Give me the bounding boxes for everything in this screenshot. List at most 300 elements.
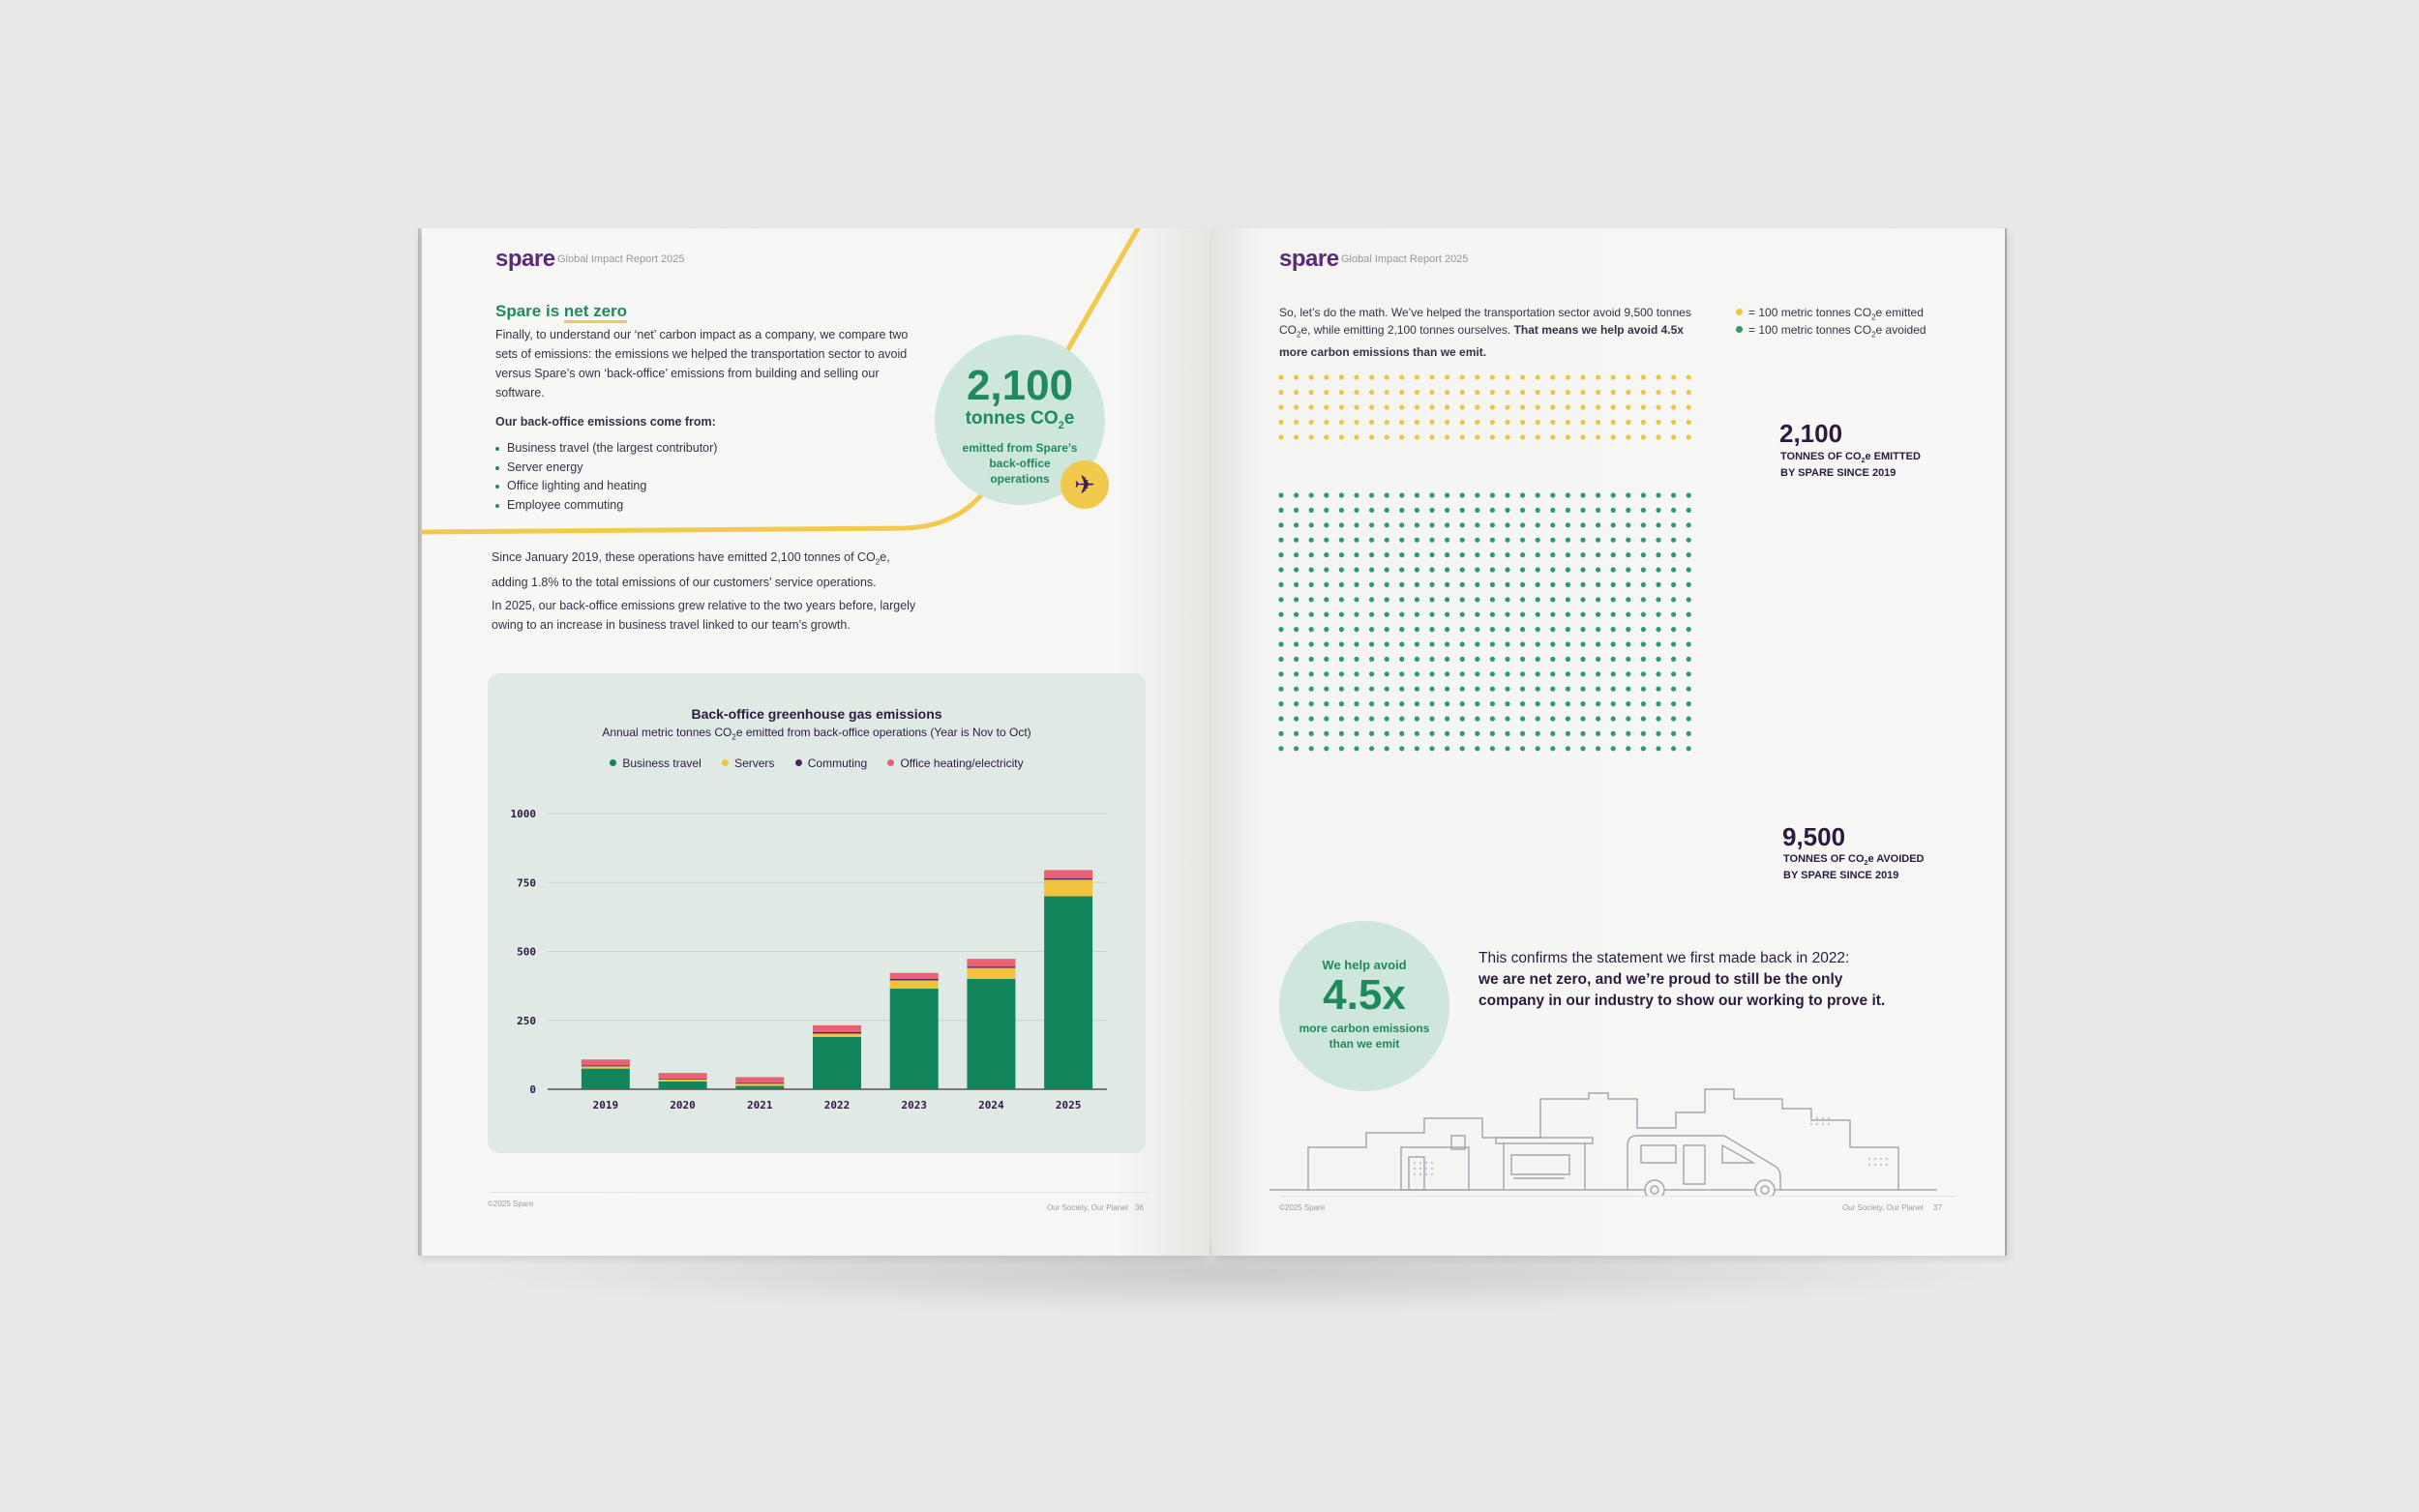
avoided-dot [1429, 552, 1434, 557]
avoided-total: 9,500 [1782, 822, 1846, 851]
avoided-dot [1278, 627, 1283, 632]
avoided-dot [1339, 522, 1344, 527]
avoided-dot [1550, 657, 1555, 662]
avoided-dot [1580, 552, 1585, 557]
emitted-dot [1385, 390, 1389, 395]
avoided-dot [1611, 492, 1616, 497]
avoided-dot [1385, 687, 1389, 692]
brand-logo: spare [495, 246, 555, 272]
avoided-dot [1399, 716, 1404, 721]
bar-segment [1044, 870, 1092, 878]
avoided-dot [1626, 492, 1630, 497]
avoided-dot [1550, 731, 1555, 736]
bar-segment [1044, 878, 1092, 879]
avoided-dot [1460, 746, 1465, 751]
avoided-dot [1445, 627, 1449, 632]
avoided-dot [1339, 582, 1344, 587]
avoided-dot [1626, 552, 1630, 557]
avoided-dot [1324, 597, 1329, 602]
avoided-dot [1596, 492, 1600, 497]
avoided-dot [1611, 552, 1616, 557]
bar-segment [890, 973, 939, 979]
avoided-dot [1399, 522, 1404, 527]
emitted-dot [1596, 390, 1600, 395]
avoided-dot [1429, 716, 1434, 721]
avoided-dot [1309, 508, 1314, 513]
avoided-dot [1309, 567, 1314, 572]
avoided-dot [1671, 522, 1676, 527]
emitted-dot [1339, 434, 1344, 439]
avoided-dot [1460, 538, 1465, 543]
avoided-dot [1294, 508, 1299, 513]
avoided-dot [1309, 612, 1314, 617]
avoided-dot [1687, 508, 1691, 513]
avoided-dot [1580, 657, 1585, 662]
avoided-dot [1475, 687, 1479, 692]
x-tick-label: 2024 [978, 1099, 1004, 1112]
footer-copyright: ©2025 Spare [1279, 1203, 1326, 1212]
avoided-dot [1596, 701, 1600, 706]
avoided-dot [1671, 731, 1676, 736]
avoided-dot [1460, 582, 1465, 587]
emitted-dot [1475, 420, 1479, 425]
avoided-dot [1641, 687, 1646, 692]
emitted-dot [1580, 374, 1585, 379]
avoided-dot [1580, 641, 1585, 646]
avoided-dot [1566, 538, 1570, 543]
avoided-dot [1656, 671, 1660, 676]
avoided-dot [1309, 492, 1314, 497]
avoided-dot [1385, 492, 1389, 497]
avoided-dot [1611, 731, 1616, 736]
emitted-dot [1505, 434, 1509, 439]
avoided-dot [1490, 641, 1495, 646]
avoided-dot [1656, 582, 1660, 587]
emitted-dot [1309, 434, 1314, 439]
avoided-dot [1596, 597, 1600, 602]
avoided-dot [1520, 492, 1525, 497]
avoided-dot [1580, 627, 1585, 632]
avoided-dot [1415, 657, 1419, 662]
avoided-dot [1429, 538, 1434, 543]
avoided-dot [1354, 522, 1359, 527]
avoided-dot [1550, 522, 1555, 527]
avoided-dot [1550, 612, 1555, 617]
avoided-dot [1354, 731, 1359, 736]
emitted-dot [1580, 434, 1585, 439]
emitted-dot [1490, 434, 1495, 439]
emitted-dot [1475, 404, 1479, 409]
avoided-dot [1490, 701, 1495, 706]
avoided-dot [1369, 508, 1374, 513]
avoided-dot [1475, 671, 1479, 676]
avoided-dot [1339, 641, 1344, 646]
avoided-dot [1505, 716, 1509, 721]
list-item: Employee commuting [495, 496, 717, 516]
avoided-dot [1385, 508, 1389, 513]
avoided-dot [1369, 552, 1374, 557]
avoided-dot [1309, 597, 1314, 602]
emitted-dot [1566, 434, 1570, 439]
avoided-dot [1490, 687, 1495, 692]
avoided-dot [1429, 701, 1434, 706]
avoided-dot [1566, 657, 1570, 662]
emitted-dot [1550, 420, 1555, 425]
avoided-dot [1445, 552, 1449, 557]
avoided-dot [1490, 522, 1495, 527]
avoided-dot [1354, 627, 1359, 632]
emitted-dot [1566, 374, 1570, 379]
section-heading [495, 302, 627, 321]
avoided-dot [1490, 552, 1495, 557]
avoided-dot [1671, 641, 1676, 646]
report-title: Global Impact Report 2025 [557, 253, 685, 265]
x-tick-label: 2019 [592, 1099, 619, 1112]
bar-segment [659, 1080, 707, 1082]
emitted-dot [1354, 374, 1359, 379]
avoided-dot [1580, 746, 1585, 751]
avoided-dot [1354, 701, 1359, 706]
emitted-dot [1490, 420, 1495, 425]
avoided-dot [1520, 508, 1525, 513]
avoided-dot [1687, 582, 1691, 587]
emitted-dot [1429, 404, 1434, 409]
emitted-dot [1520, 404, 1525, 409]
avoided-dot [1415, 552, 1419, 557]
chart-subtitle: Annual metric tonnes $CO_2e$ emitted from back-office operations (Year is Nov to Oct) [602, 726, 1031, 742]
bar-segment [1044, 897, 1092, 1090]
avoided-dot [1641, 716, 1646, 721]
emitted-dot [1671, 390, 1676, 395]
avoided-dot [1399, 508, 1404, 513]
avoided-dot [1671, 492, 1676, 497]
emitted-dot [1294, 434, 1299, 439]
avoided-dot [1309, 746, 1314, 751]
avoided-dot [1505, 582, 1509, 587]
avoided-dot [1399, 657, 1404, 662]
bar-segment [659, 1073, 707, 1079]
avoided-dot [1429, 582, 1434, 587]
avoided-dot [1278, 552, 1283, 557]
avoided-dot [1399, 492, 1404, 497]
avoided-dot [1671, 746, 1676, 751]
emitted-total: 2,100 [1779, 419, 1843, 448]
avoided-dot [1656, 538, 1660, 543]
avoided-dot [1536, 597, 1540, 602]
avoided-dot [1445, 731, 1449, 736]
avoided-dot [1611, 716, 1616, 721]
emitted-dot [1429, 420, 1434, 425]
avoided-dot [1536, 567, 1540, 572]
avoided-dot [1550, 597, 1555, 602]
avoided-dot [1354, 508, 1359, 513]
bubble-caption: emitted from Spare’s back-office operations [962, 440, 1078, 486]
avoided-dot [1550, 538, 1555, 543]
avoided-dot [1429, 627, 1434, 632]
avoided-dot [1490, 597, 1495, 602]
avoided-dot [1399, 731, 1404, 736]
avoided-dot [1294, 716, 1299, 721]
avoided-dot [1641, 567, 1646, 572]
avoided-dot [1520, 627, 1525, 632]
avoided-dot [1324, 582, 1329, 587]
emitted-dot [1278, 390, 1283, 395]
avoided-dot [1656, 627, 1660, 632]
avoided-dot [1339, 597, 1344, 602]
avoided-dot [1278, 522, 1283, 527]
emitted-dot [1626, 404, 1630, 409]
bar-segment [582, 1069, 630, 1089]
avoided-dot [1339, 627, 1344, 632]
avoided-dot [1445, 687, 1449, 692]
avoided-dot [1656, 597, 1660, 602]
avoided-dot [1324, 612, 1329, 617]
avoided-dot [1490, 731, 1495, 736]
avoided-dot [1309, 701, 1314, 706]
avoided-dot [1671, 538, 1676, 543]
avoided-dot [1354, 687, 1359, 692]
avoided-dot [1399, 641, 1404, 646]
emitted-dot [1460, 434, 1465, 439]
avoided-dot [1339, 671, 1344, 676]
heading-highlight: net zero [564, 302, 627, 323]
avoided-dot [1550, 746, 1555, 751]
avoided-dot [1278, 701, 1283, 706]
avoided-dot [1566, 567, 1570, 572]
avoided-dot [1415, 538, 1419, 543]
avoided-dot [1294, 522, 1299, 527]
avoided-dot [1429, 522, 1434, 527]
avoided-dot [1520, 597, 1525, 602]
emitted-dot [1445, 390, 1449, 395]
avoided-dot [1596, 508, 1600, 513]
avoided-dot [1294, 731, 1299, 736]
avoided-dot [1278, 597, 1283, 602]
avoided-dot [1278, 641, 1283, 646]
legend-item: Commuting [795, 756, 867, 770]
emitted-dot [1369, 420, 1374, 425]
avoided-dot [1369, 671, 1374, 676]
avoided-dot [1580, 671, 1585, 676]
avoided-dot [1324, 671, 1329, 676]
avoided-dot [1278, 731, 1283, 736]
avoided-dot [1385, 671, 1389, 676]
footer-divider [490, 1192, 1148, 1193]
x-tick-label: 2022 [823, 1099, 851, 1112]
avoided-dot [1278, 612, 1283, 617]
avoided-dot [1611, 597, 1616, 602]
avoided-dot [1324, 716, 1329, 721]
avoided-dot [1505, 508, 1509, 513]
avoided-dot [1596, 567, 1600, 572]
avoided-dot [1415, 746, 1419, 751]
avoided-dot [1278, 746, 1283, 751]
avoided-dot [1415, 492, 1419, 497]
avoided-dot [1490, 492, 1495, 497]
avoided-dot [1385, 538, 1389, 543]
avoided-dot [1475, 508, 1479, 513]
page-number: 36 [1135, 1203, 1144, 1212]
avoided-dot [1324, 731, 1329, 736]
avoided-dot [1278, 671, 1283, 676]
x-tick-label: 2025 [1055, 1099, 1082, 1112]
avoided-dot [1415, 687, 1419, 692]
emitted-dot [1475, 374, 1479, 379]
emitted-dot [1324, 374, 1329, 379]
avoided-dot [1550, 627, 1555, 632]
avoided-dot [1520, 612, 1525, 617]
emitted-dot [1294, 420, 1299, 425]
emitted-dot [1385, 374, 1389, 379]
avoided-dot [1671, 567, 1676, 572]
avoided-dot [1324, 567, 1329, 572]
avoided-dot [1566, 701, 1570, 706]
avoided-dot [1687, 641, 1691, 646]
emitted-dot [1596, 420, 1600, 425]
avoided-dot [1339, 716, 1344, 721]
avoided-dot [1641, 582, 1646, 587]
avoided-dot [1278, 716, 1283, 721]
avoided-dot [1460, 627, 1465, 632]
emitted-dot [1429, 434, 1434, 439]
avoided-dot [1339, 567, 1344, 572]
bar-segment [659, 1082, 707, 1089]
avoided-dot [1687, 701, 1691, 706]
bar-segment [890, 979, 939, 980]
avoided-dot [1671, 716, 1676, 721]
emitted-dot [1641, 390, 1646, 395]
avoided-dot [1294, 687, 1299, 692]
bar-segment [582, 1059, 630, 1065]
avoided-dot [1656, 641, 1660, 646]
avoided-dot [1354, 538, 1359, 543]
bar-segment [735, 1086, 784, 1089]
emitted-dot [1460, 420, 1465, 425]
avoided-dot [1626, 671, 1630, 676]
bar-segment [735, 1082, 784, 1083]
avoided-dot [1475, 612, 1479, 617]
avoided-dot [1369, 716, 1374, 721]
emitted-dot [1671, 374, 1676, 379]
avoided-dot [1656, 701, 1660, 706]
avoided-dot [1369, 612, 1374, 617]
emitted-dot [1460, 390, 1465, 395]
avoided-dot [1566, 492, 1570, 497]
avoided-dot [1536, 641, 1540, 646]
avoided-dot [1490, 567, 1495, 572]
avoided-dot [1429, 657, 1434, 662]
avoided-dot [1671, 657, 1676, 662]
avoided-dot [1596, 731, 1600, 736]
avoided-dot [1460, 687, 1465, 692]
avoided-dot [1339, 746, 1344, 751]
emitted-dot [1687, 374, 1691, 379]
avoided-dot [1429, 492, 1434, 497]
bar-segment [967, 959, 1015, 966]
avoided-dot [1475, 701, 1479, 706]
avoided-dot [1339, 657, 1344, 662]
avoided-dot [1580, 567, 1585, 572]
emitted-dot [1385, 434, 1389, 439]
emitted-dot [1490, 390, 1495, 395]
avoided-dot [1520, 582, 1525, 587]
emitted-dot [1339, 404, 1344, 409]
emitted-dot [1520, 374, 1525, 379]
avoided-dot [1550, 582, 1555, 587]
avoided-dot [1369, 492, 1374, 497]
bar-segment [890, 980, 939, 989]
bubble-number: 2,100 [966, 362, 1074, 409]
avoided-dot [1445, 641, 1449, 646]
legend-emitted: = 100 metric tonnes $CO_2e$ emitted [1736, 306, 1924, 321]
avoided-dot [1324, 552, 1329, 557]
legend-item: Office heating/electricity [887, 756, 1023, 770]
emitted-dot [1566, 404, 1570, 409]
emitted-dot [1580, 420, 1585, 425]
emitted-dot [1596, 434, 1600, 439]
emitted-dot [1536, 434, 1540, 439]
avoided-dot [1278, 687, 1283, 692]
avoided-dot [1445, 657, 1449, 662]
avoided-dot [1611, 641, 1616, 646]
emitted-dot [1580, 404, 1585, 409]
emitted-dot [1399, 390, 1404, 395]
avoided-dot [1475, 597, 1479, 602]
avoided-dot [1385, 597, 1389, 602]
avoided-dot [1505, 492, 1509, 497]
avoided-dot [1611, 538, 1616, 543]
avoided-dot [1429, 612, 1434, 617]
avoided-dot [1596, 612, 1600, 617]
avoided-dot [1611, 671, 1616, 676]
emitted-dot [1550, 374, 1555, 379]
avoided-dot [1687, 492, 1691, 497]
avoided-dot [1536, 552, 1540, 557]
avoided-dot [1415, 627, 1419, 632]
avoided-dot [1385, 731, 1389, 736]
avoided-dot [1399, 671, 1404, 676]
avoided-dot [1520, 731, 1525, 736]
avoided-dot [1626, 597, 1630, 602]
bubble-bottom-text: more carbon emissions than we emit [1299, 1022, 1430, 1051]
avoided-dot [1580, 538, 1585, 543]
avoided-dot [1641, 552, 1646, 557]
avoided-dot [1641, 641, 1646, 646]
avoided-dot [1536, 492, 1540, 497]
emitted-dot [1309, 390, 1314, 395]
avoided-dot [1566, 671, 1570, 676]
avoided-dot [1656, 612, 1660, 617]
avoided-dot [1294, 701, 1299, 706]
avoided-dot [1671, 552, 1676, 557]
avoided-dot [1339, 612, 1344, 617]
avoided-dot [1550, 687, 1555, 692]
avoided-dot [1490, 582, 1495, 587]
avoided-dot [1580, 582, 1585, 587]
avoided-dot [1536, 657, 1540, 662]
avoided-dot [1505, 671, 1509, 676]
avoided-dot [1429, 641, 1434, 646]
avoided-dot [1460, 552, 1465, 557]
emitted-dot [1369, 404, 1374, 409]
avoided-dot [1415, 522, 1419, 527]
avoided-dot [1626, 522, 1630, 527]
emitted-dot [1324, 390, 1329, 395]
avoided-dot [1460, 731, 1465, 736]
avoided-dot [1399, 597, 1404, 602]
right-page [1211, 228, 2005, 1256]
avoided-dot [1505, 612, 1509, 617]
